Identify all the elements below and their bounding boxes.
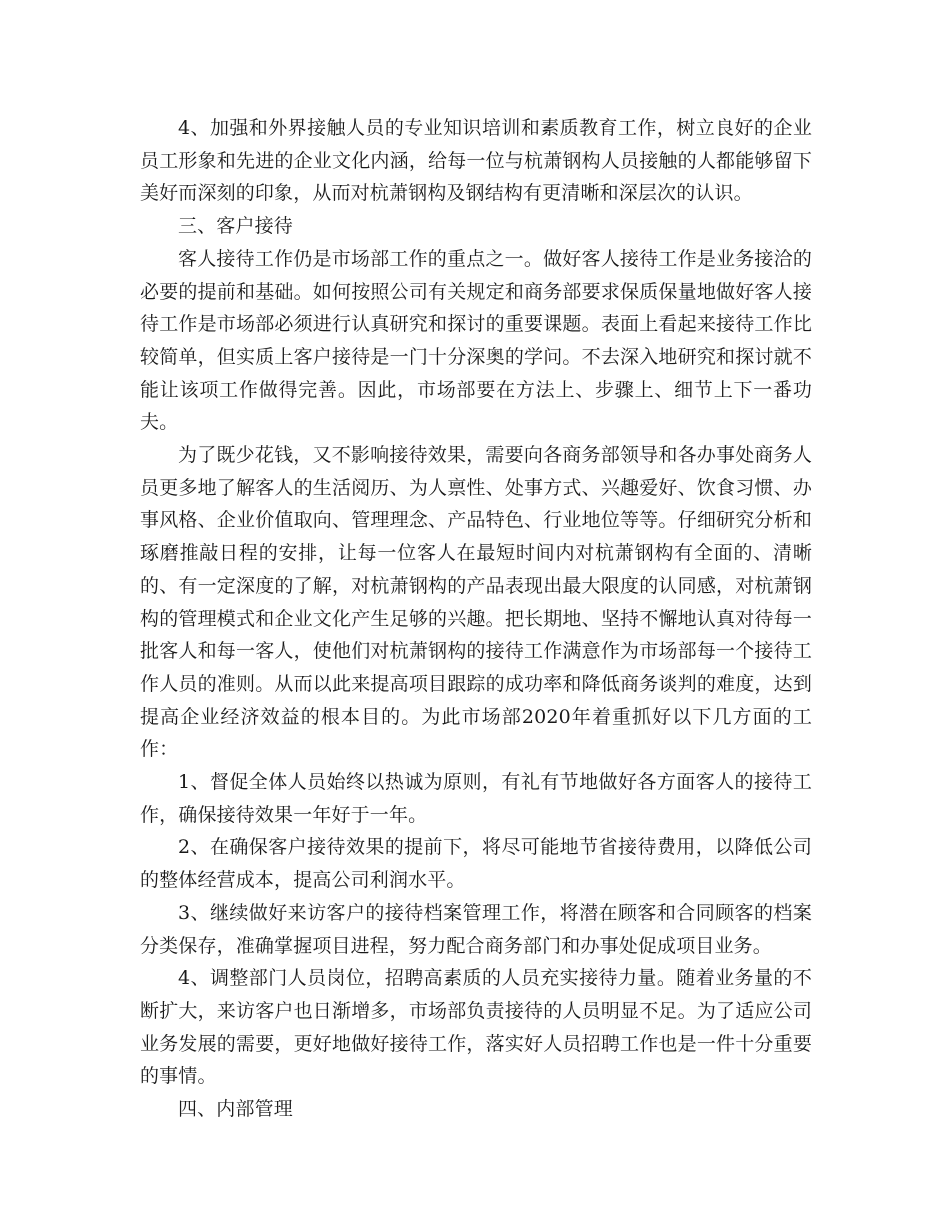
paragraph-training-item-4: 4、加强和外界接触人员的专业知识培训和素质教育工作，树立良好的企业员工形象和先进的企业文化内涵，给每一位与杭萧钢构人员接触的人都能够留下美好而深刻的印象，从而对杭萧钢构及钢结构有更清晰和深层次的认识。 [140, 117, 812, 205]
paragraph-reception-item-3: 3、继续做好来访客户的接待档案管理工作，将潜在顾客和合同顾客的档案分类保存，准确掌握项目进程，努力配合商务部门和办事处促成项目业务。 [140, 901, 812, 957]
paragraph-reception-item-2: 2、在确保客户接待效果的提前下，将尽可能地节省接待费用，以降低公司的整体经营成本，提高公司利润水平。 [140, 836, 812, 892]
paragraph-reception-intro: 客人接待工作仍是市场部工作的重点之一。做好客人接待工作是业务接洽的必要的提前和基础。如何按照公司有关规定和商务部要求保质保量地做好客人接待工作是市场部必须进行认真研究和探讨的重要课题。表面上看起来接待工作比较简单，但实质上客户接待是一门十分深奥的学问。不去深入地研究和探讨就不能让该项工作做得完善。因此，市场部要在方法上、步骤上、细节上下一番功夫。 [140, 247, 812, 434]
document-body [140, 112, 812, 1126]
section-heading-customer-reception: 三、客户接待 [178, 215, 293, 238]
paragraph-reception-item-4: 4、调整部门人员岗位，招聘高素质的人员充实接待力量。随着业务量的不断扩大，来访客户也日渐增多，市场部负责接待的人员明显不足。为了适应公司业务发展的需要，更好地做好接待工作，落实好人员招聘工作也是一件十分重要的事情。 [140, 967, 812, 1088]
paragraph-reception-item-1: 1、督促全体人员始终以热诚为原则，有礼有节地做好各方面客人的接待工作，确保接待效果一年好于一年。 [140, 771, 812, 826]
paragraph-reception-approach: 为了既少花钱，又不影响接待效果，需要向各商务部领导和各办事处商务人员更多地了解客人的生活阅历、为人禀性、处事方式、兴趣爱好、饮食习惯、办事风格、企业价值取向、管理理念、产品特色、行业地位等等。仔细研究分析和琢磨推敲日程的安排，让每一位客人在最短时间内对杭萧钢构有全面的、清晰的、有一定深度的了解，对杭萧钢构的产品表现出最大限度的认同感，对杭萧钢构的管理模式和企业文化产生足够的兴趣。把长期地、坚持不懈地认真对待每一批客人和每一客人，使他们对杭萧钢构的接待工作满意作为市场部每一个接待工作人员的准则。从而以此来提高项目跟踪的成功率和降低商务谈判的难度，达到提高企业经济效益的根本目的。为此市场部2020年着重抓好以下几方面的工作： [140, 444, 812, 761]
section-heading-internal-management: 四、内部管理 [178, 1098, 293, 1121]
